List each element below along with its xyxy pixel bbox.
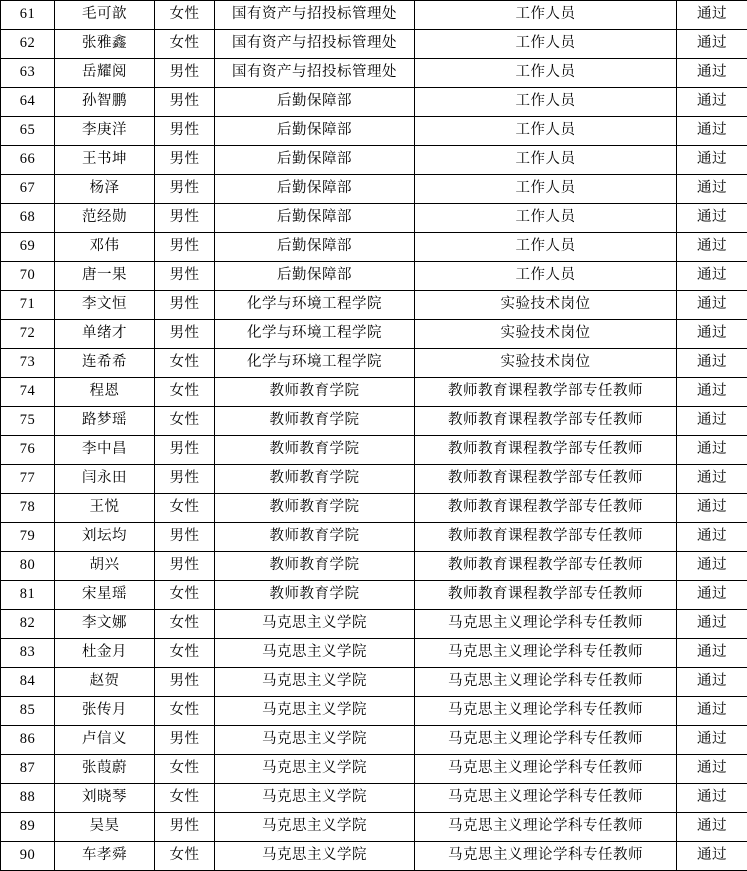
row-gender-cell: 男性 (155, 117, 215, 146)
row-department-cell: 后勤保障部 (215, 88, 415, 117)
table-row (1, 88, 747, 117)
row-result-cell: 通过 (677, 407, 747, 436)
table-row (1, 349, 747, 378)
row-index-cell: 87 (1, 755, 55, 784)
row-index-cell: 68 (1, 204, 55, 233)
table-row (1, 813, 747, 842)
row-name-cell: 王悦 (55, 494, 155, 523)
row-position-cell: 教师教育课程教学部专任教师 (415, 494, 677, 523)
row-position-cell: 实验技术岗位 (415, 320, 677, 349)
row-index-cell: 72 (1, 320, 55, 349)
row-name-cell: 卢信义 (55, 726, 155, 755)
row-gender-cell: 男性 (155, 465, 215, 494)
row-position-cell: 马克思主义理论学科专任教师 (415, 668, 677, 697)
row-position-cell: 工作人员 (415, 233, 677, 262)
row-result-cell: 通过 (677, 697, 747, 726)
row-position-cell: 工作人员 (415, 1, 677, 30)
row-gender-cell: 男性 (155, 320, 215, 349)
row-name-cell: 刘坛均 (55, 523, 155, 552)
row-index-cell: 90 (1, 842, 55, 871)
row-index-cell: 67 (1, 175, 55, 204)
row-result-cell: 通过 (677, 755, 747, 784)
row-position-cell: 马克思主义理论学科专任教师 (415, 813, 677, 842)
table-row (1, 494, 747, 523)
row-position-cell: 教师教育课程教学部专任教师 (415, 436, 677, 465)
row-gender-cell: 女性 (155, 1, 215, 30)
row-name-cell: 唐一果 (55, 262, 155, 291)
row-index-cell: 75 (1, 407, 55, 436)
row-gender-cell: 女性 (155, 784, 215, 813)
row-result-cell: 通过 (677, 349, 747, 378)
row-position-cell: 教师教育课程教学部专任教师 (415, 407, 677, 436)
table-row (1, 755, 747, 784)
row-name-cell: 李文恒 (55, 291, 155, 320)
row-result-cell: 通过 (677, 842, 747, 871)
row-name-cell: 单绪才 (55, 320, 155, 349)
row-position-cell: 工作人员 (415, 146, 677, 175)
table-row (1, 436, 747, 465)
row-result-cell: 通过 (677, 436, 747, 465)
row-index-cell: 66 (1, 146, 55, 175)
row-name-cell: 杨泽 (55, 175, 155, 204)
row-position-cell: 马克思主义理论学科专任教师 (415, 755, 677, 784)
row-index-cell: 82 (1, 610, 55, 639)
row-result-cell: 通过 (677, 291, 747, 320)
row-gender-cell: 男性 (155, 262, 215, 291)
row-department-cell: 教师教育学院 (215, 378, 415, 407)
row-result-cell: 通过 (677, 175, 747, 204)
row-position-cell: 实验技术岗位 (415, 349, 677, 378)
row-department-cell: 后勤保障部 (215, 262, 415, 291)
table-row (1, 175, 747, 204)
table-row (1, 1, 747, 30)
row-gender-cell: 女性 (155, 494, 215, 523)
row-gender-cell: 女性 (155, 610, 215, 639)
table-row (1, 59, 747, 88)
row-department-cell: 教师教育学院 (215, 581, 415, 610)
row-result-cell: 通过 (677, 465, 747, 494)
table-row (1, 784, 747, 813)
row-name-cell: 胡兴 (55, 552, 155, 581)
table-row (1, 842, 747, 871)
table-row (1, 117, 747, 146)
row-name-cell: 李中昌 (55, 436, 155, 465)
table-row (1, 610, 747, 639)
row-department-cell: 后勤保障部 (215, 117, 415, 146)
row-index-cell: 79 (1, 523, 55, 552)
row-index-cell: 69 (1, 233, 55, 262)
row-gender-cell: 男性 (155, 813, 215, 842)
row-gender-cell: 男性 (155, 552, 215, 581)
row-department-cell: 教师教育学院 (215, 465, 415, 494)
row-gender-cell: 女性 (155, 349, 215, 378)
row-result-cell: 通过 (677, 30, 747, 59)
row-result-cell: 通过 (677, 146, 747, 175)
row-name-cell: 吴昊 (55, 813, 155, 842)
row-gender-cell: 男性 (155, 204, 215, 233)
row-position-cell: 马克思主义理论学科专任教师 (415, 697, 677, 726)
row-result-cell: 通过 (677, 610, 747, 639)
table-row (1, 233, 747, 262)
row-name-cell: 邓伟 (55, 233, 155, 262)
row-gender-cell: 女性 (155, 30, 215, 59)
row-gender-cell: 男性 (155, 175, 215, 204)
row-result-cell: 通过 (677, 494, 747, 523)
row-index-cell: 76 (1, 436, 55, 465)
row-index-cell: 63 (1, 59, 55, 88)
row-position-cell: 马克思主义理论学科专任教师 (415, 842, 677, 871)
row-position-cell: 教师教育课程教学部专任教师 (415, 552, 677, 581)
row-position-cell: 马克思主义理论学科专任教师 (415, 610, 677, 639)
table-row (1, 581, 747, 610)
row-name-cell: 岳耀阅 (55, 59, 155, 88)
row-department-cell: 马克思主义学院 (215, 813, 415, 842)
table-row (1, 668, 747, 697)
row-department-cell: 国有资产与招投标管理处 (215, 30, 415, 59)
row-result-cell: 通过 (677, 523, 747, 552)
table-row (1, 465, 747, 494)
row-name-cell: 刘晓琴 (55, 784, 155, 813)
table-row (1, 697, 747, 726)
row-result-cell: 通过 (677, 668, 747, 697)
row-index-cell: 65 (1, 117, 55, 146)
table-row (1, 726, 747, 755)
row-department-cell: 马克思主义学院 (215, 697, 415, 726)
row-gender-cell: 女性 (155, 639, 215, 668)
row-name-cell: 路梦瑶 (55, 407, 155, 436)
row-department-cell: 马克思主义学院 (215, 842, 415, 871)
row-department-cell: 国有资产与招投标管理处 (215, 59, 415, 88)
row-index-cell: 73 (1, 349, 55, 378)
row-result-cell: 通过 (677, 117, 747, 146)
row-result-cell: 通过 (677, 581, 747, 610)
row-position-cell: 教师教育课程教学部专任教师 (415, 523, 677, 552)
row-result-cell: 通过 (677, 320, 747, 349)
row-position-cell: 工作人员 (415, 204, 677, 233)
row-gender-cell: 男性 (155, 726, 215, 755)
row-position-cell: 工作人员 (415, 30, 677, 59)
row-name-cell: 毛可歆 (55, 1, 155, 30)
row-department-cell: 后勤保障部 (215, 204, 415, 233)
row-department-cell: 教师教育学院 (215, 494, 415, 523)
row-gender-cell: 女性 (155, 378, 215, 407)
row-department-cell: 教师教育学院 (215, 436, 415, 465)
row-name-cell: 李庚洋 (55, 117, 155, 146)
row-result-cell: 通过 (677, 378, 747, 407)
row-department-cell: 马克思主义学院 (215, 668, 415, 697)
row-position-cell: 教师教育课程教学部专任教师 (415, 465, 677, 494)
row-gender-cell: 男性 (155, 523, 215, 552)
row-position-cell: 工作人员 (415, 262, 677, 291)
row-index-cell: 83 (1, 639, 55, 668)
row-result-cell: 通过 (677, 59, 747, 88)
row-gender-cell: 女性 (155, 407, 215, 436)
table-row (1, 320, 747, 349)
row-index-cell: 81 (1, 581, 55, 610)
row-department-cell: 马克思主义学院 (215, 610, 415, 639)
table-row (1, 146, 747, 175)
row-index-cell: 89 (1, 813, 55, 842)
row-index-cell: 74 (1, 378, 55, 407)
row-gender-cell: 男性 (155, 436, 215, 465)
row-result-cell: 通过 (677, 1, 747, 30)
row-gender-cell: 男性 (155, 233, 215, 262)
row-gender-cell: 女性 (155, 581, 215, 610)
row-index-cell: 86 (1, 726, 55, 755)
row-position-cell: 教师教育课程教学部专任教师 (415, 581, 677, 610)
row-position-cell: 教师教育课程教学部专任教师 (415, 378, 677, 407)
row-name-cell: 张葭蔚 (55, 755, 155, 784)
row-name-cell: 范经勋 (55, 204, 155, 233)
table-row (1, 552, 747, 581)
row-name-cell: 杜金月 (55, 639, 155, 668)
row-result-cell: 通过 (677, 726, 747, 755)
row-department-cell: 后勤保障部 (215, 146, 415, 175)
row-index-cell: 78 (1, 494, 55, 523)
row-department-cell: 教师教育学院 (215, 552, 415, 581)
row-department-cell: 后勤保障部 (215, 175, 415, 204)
row-result-cell: 通过 (677, 204, 747, 233)
table-row (1, 639, 747, 668)
table-row (1, 378, 747, 407)
row-index-cell: 85 (1, 697, 55, 726)
row-department-cell: 化学与环境工程学院 (215, 349, 415, 378)
row-department-cell: 马克思主义学院 (215, 639, 415, 668)
row-department-cell: 国有资产与招投标管理处 (215, 1, 415, 30)
row-name-cell: 张传月 (55, 697, 155, 726)
table-row (1, 407, 747, 436)
table-row (1, 204, 747, 233)
row-index-cell: 88 (1, 784, 55, 813)
row-gender-cell: 男性 (155, 146, 215, 175)
row-position-cell: 工作人员 (415, 117, 677, 146)
row-index-cell: 64 (1, 88, 55, 117)
row-index-cell: 62 (1, 30, 55, 59)
row-position-cell: 工作人员 (415, 175, 677, 204)
row-index-cell: 84 (1, 668, 55, 697)
row-name-cell: 张雅鑫 (55, 30, 155, 59)
row-index-cell: 70 (1, 262, 55, 291)
row-name-cell: 车孝舜 (55, 842, 155, 871)
table-row (1, 291, 747, 320)
row-result-cell: 通过 (677, 233, 747, 262)
row-department-cell: 教师教育学院 (215, 407, 415, 436)
row-index-cell: 77 (1, 465, 55, 494)
row-result-cell: 通过 (677, 552, 747, 581)
row-name-cell: 赵贺 (55, 668, 155, 697)
row-position-cell: 马克思主义理论学科专任教师 (415, 726, 677, 755)
row-gender-cell: 男性 (155, 88, 215, 117)
row-department-cell: 马克思主义学院 (215, 726, 415, 755)
row-result-cell: 通过 (677, 88, 747, 117)
table-row (1, 523, 747, 552)
row-name-cell: 王书坤 (55, 146, 155, 175)
table-row (1, 30, 747, 59)
row-position-cell: 工作人员 (415, 88, 677, 117)
row-name-cell: 孙智鹏 (55, 88, 155, 117)
row-position-cell: 工作人员 (415, 59, 677, 88)
row-department-cell: 马克思主义学院 (215, 784, 415, 813)
table-row (1, 262, 747, 291)
row-name-cell: 连希希 (55, 349, 155, 378)
row-result-cell: 通过 (677, 784, 747, 813)
row-gender-cell: 女性 (155, 842, 215, 871)
row-index-cell: 71 (1, 291, 55, 320)
row-gender-cell: 男性 (155, 59, 215, 88)
row-position-cell: 实验技术岗位 (415, 291, 677, 320)
row-result-cell: 通过 (677, 639, 747, 668)
row-gender-cell: 女性 (155, 697, 215, 726)
row-index-cell: 80 (1, 552, 55, 581)
row-gender-cell: 男性 (155, 291, 215, 320)
row-department-cell: 化学与环境工程学院 (215, 291, 415, 320)
row-department-cell: 化学与环境工程学院 (215, 320, 415, 349)
row-result-cell: 通过 (677, 813, 747, 842)
row-position-cell: 马克思主义理论学科专任教师 (415, 784, 677, 813)
row-department-cell: 后勤保障部 (215, 233, 415, 262)
row-name-cell: 宋星瑶 (55, 581, 155, 610)
row-name-cell: 闫永田 (55, 465, 155, 494)
row-result-cell: 通过 (677, 262, 747, 291)
row-position-cell: 马克思主义理论学科专任教师 (415, 639, 677, 668)
row-index-cell: 61 (1, 1, 55, 30)
row-gender-cell: 女性 (155, 755, 215, 784)
row-department-cell: 马克思主义学院 (215, 755, 415, 784)
row-name-cell: 程恩 (55, 378, 155, 407)
row-name-cell: 李文娜 (55, 610, 155, 639)
row-department-cell: 教师教育学院 (215, 523, 415, 552)
row-gender-cell: 男性 (155, 668, 215, 697)
